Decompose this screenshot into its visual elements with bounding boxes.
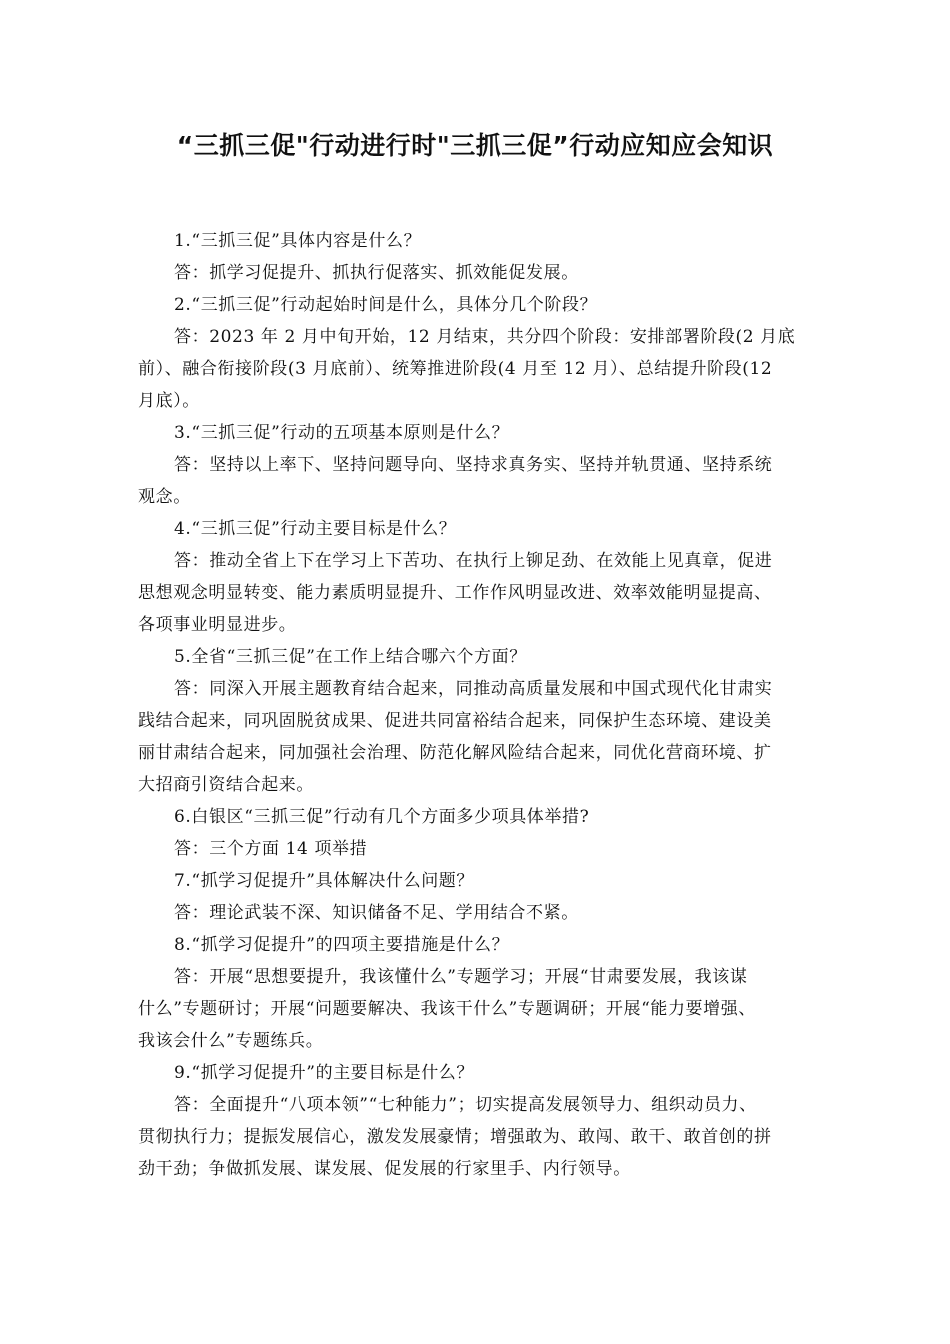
- document-paragraph: [138, 257, 843, 289]
- paragraph-line: 答：全面提升“八项本领”“七种能力”；切实提高发展领导力、组织动员力、: [174, 1095, 757, 1115]
- paragraph-line: 什么”专题研讨；开展“问题要解决、我该干什么”专题调研；开展“能力要增强、: [138, 999, 756, 1019]
- paragraph-line: 丽甘肃结合起来，同加强社会治理、防范化解风险结合起来，同优化营商环境、扩: [138, 743, 772, 763]
- paragraph-line: 思想观念明显转变、能力素质明显提升、工作作风明显改进、效率效能明显提高、: [138, 583, 772, 603]
- paragraph-line: 2.“三抓三促”行动起始时间是什么，具体分几个阶段？: [174, 295, 598, 315]
- paragraph-line: 答：推动全省上下在学习上下苦功、在执行上铆足劲、在效能上见真章，促进: [174, 551, 773, 571]
- paragraph-line: 4.“三抓三促”行动主要目标是什么？: [174, 519, 457, 539]
- document-paragraph: [138, 1057, 843, 1089]
- document-paragraph: [138, 961, 843, 1057]
- paragraph-line: 贯彻执行力；提振发展信心，激发发展豪情；增强敢为、敢闯、敢干、敢首创的拼: [138, 1127, 772, 1147]
- paragraph-line: 答：坚持以上率下、坚持问题导向、坚持求真务实、坚持并轨贯通、坚持系统: [174, 455, 773, 475]
- document-paragraph: [138, 641, 843, 673]
- document-paragraph: [138, 897, 843, 929]
- document-paragraph: [138, 417, 843, 449]
- paragraph-line: 1.“三抓三促”具体内容是什么？: [174, 231, 422, 251]
- paragraph-line: 各项事业明显进步。: [138, 615, 297, 635]
- paragraph-line: 3.“三抓三促”行动的五项基本原则是什么？: [174, 423, 510, 443]
- paragraph-line: 观念。: [138, 487, 191, 507]
- paragraph-line: 前）、融合衔接阶段(3 月底前）、统筹推进阶段(4 月至 12 月）、总结提升阶段(12: [138, 359, 773, 379]
- document-paragraph: [138, 673, 843, 801]
- paragraph-line: 答：理论武装不深、知识储备不足、学用结合不紧。: [174, 903, 579, 923]
- paragraph-line: 践结合起来，同巩固脱贫成果、促进共同富裕结合起来，同保护生态环境、建设美: [138, 711, 772, 731]
- paragraph-line: 我该会什么”专题练兵。: [138, 1031, 324, 1051]
- document-paragraph: [138, 321, 843, 417]
- document-paragraph: [138, 225, 843, 257]
- paragraph-line: 5.全省“三抓三促”在工作上结合哪六个方面？: [174, 647, 527, 667]
- document-paragraph: [138, 289, 843, 321]
- document-paragraph: [138, 929, 843, 961]
- paragraph-line: 答：2023 年 2 月中旬开始，12 月结束，共分四个阶段：安排部署阶段(2 月底: [174, 327, 796, 347]
- paragraph-line: 答：同深入开展主题教育结合起来，同推动高质量发展和中国式现代化甘肃实: [174, 679, 773, 699]
- document-title: “三抓三促"行动进行时"三抓三促”行动应知应会知识: [176, 131, 774, 160]
- document-paragraph: [138, 449, 843, 513]
- paragraph-line: 答：开展“思想要提升，我该懂什么”专题学习；开展“甘肃要发展，我该谋: [174, 967, 748, 987]
- document-paragraph: [138, 833, 843, 865]
- paragraph-line: 8.“抓学习促提升”的四项主要措施是什么？: [174, 935, 510, 955]
- paragraph-line: 大招商引资结合起来。: [138, 775, 314, 795]
- paragraph-line: 答：三个方面 14 项举措: [174, 839, 368, 859]
- paragraph-line: 6.白银区“三抓三促”行动有几个方面多少项具体举措?: [174, 807, 590, 827]
- paragraph-line: 9.“抓学习促提升”的主要目标是什么？: [174, 1063, 475, 1083]
- paragraph-line: 答：抓学习促提升、抓执行促落实、抓效能促发展。: [174, 263, 579, 283]
- paragraph-line: 月底）。: [138, 391, 200, 411]
- paragraph-line: 劲干劲；争做抓发展、谋发展、促发展的行家里手、内行领导。: [138, 1159, 631, 1179]
- document-paragraph: [138, 1089, 843, 1185]
- document-paragraph: [138, 513, 843, 545]
- document-body: [138, 225, 843, 1185]
- document-paragraph: [138, 545, 843, 641]
- paragraph-line: 7.“抓学习促提升”具体解决什么问题？: [174, 871, 475, 891]
- document-paragraph: [138, 801, 843, 833]
- document-paragraph: [138, 865, 843, 897]
